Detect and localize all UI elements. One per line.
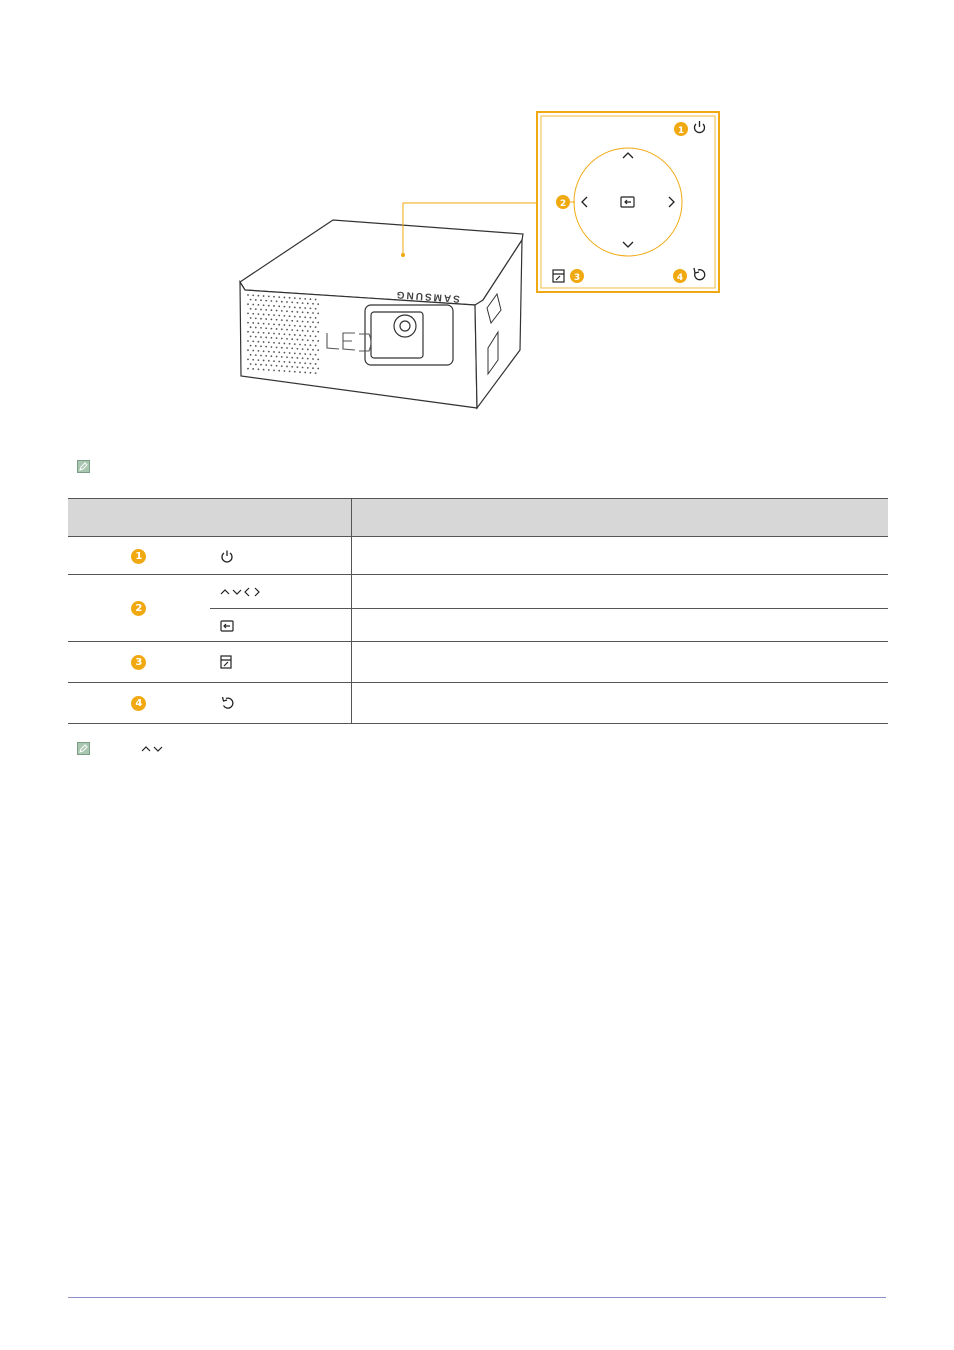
arrow-up-icon [221, 590, 229, 594]
number-badge: 1 [131, 549, 146, 564]
table-row [68, 575, 888, 609]
controls-table [68, 498, 888, 724]
table-header-row [68, 499, 888, 537]
direction-icons [220, 586, 266, 598]
menu-icon [220, 655, 232, 669]
svg-text:4: 4 [676, 273, 684, 283]
note-icon [77, 460, 90, 473]
column-header-control [68, 499, 352, 537]
projector-figure [225, 100, 725, 415]
control-description [352, 683, 889, 724]
control-symbol [210, 609, 352, 642]
arrow-down-icon [154, 747, 162, 751]
arrow-down-icon [233, 590, 241, 594]
brand-logo: SAMSUNG [394, 288, 461, 304]
number-badge: 2 [131, 601, 146, 616]
column-header-description [352, 499, 889, 537]
svg-text:2: 2 [559, 199, 567, 209]
table-row [68, 683, 888, 724]
projector-illustration [225, 100, 725, 415]
control-description [352, 537, 889, 575]
callout-badge-4 [673, 269, 687, 283]
lens-housing [365, 305, 453, 365]
control-symbol [210, 575, 352, 609]
control-symbol [210, 642, 352, 683]
control-description [352, 609, 889, 642]
svg-text:3: 3 [573, 273, 581, 283]
callout-badge-3 [570, 269, 584, 283]
callout-badge-1 [674, 122, 688, 136]
arrow-right-icon [255, 588, 259, 596]
svg-text:1: 1 [677, 126, 685, 136]
table-row [68, 642, 888, 683]
number-badge: 3 [131, 655, 146, 670]
control-panel [537, 112, 719, 292]
table-row [68, 537, 888, 575]
number-badge: 4 [131, 696, 146, 711]
arrow-left-icon [245, 588, 249, 596]
note-icon [77, 742, 90, 755]
up-down-arrows-icon [141, 743, 165, 755]
power-icon [220, 549, 234, 563]
input-icon [220, 620, 234, 632]
arrow-up-icon [142, 747, 150, 751]
control-symbol [210, 683, 352, 724]
control-description [352, 642, 889, 683]
footer-rule [68, 1297, 886, 1298]
return-icon [220, 696, 234, 710]
control-symbol [210, 537, 352, 575]
callout-badge-2 [556, 195, 570, 209]
control-description [352, 575, 889, 609]
